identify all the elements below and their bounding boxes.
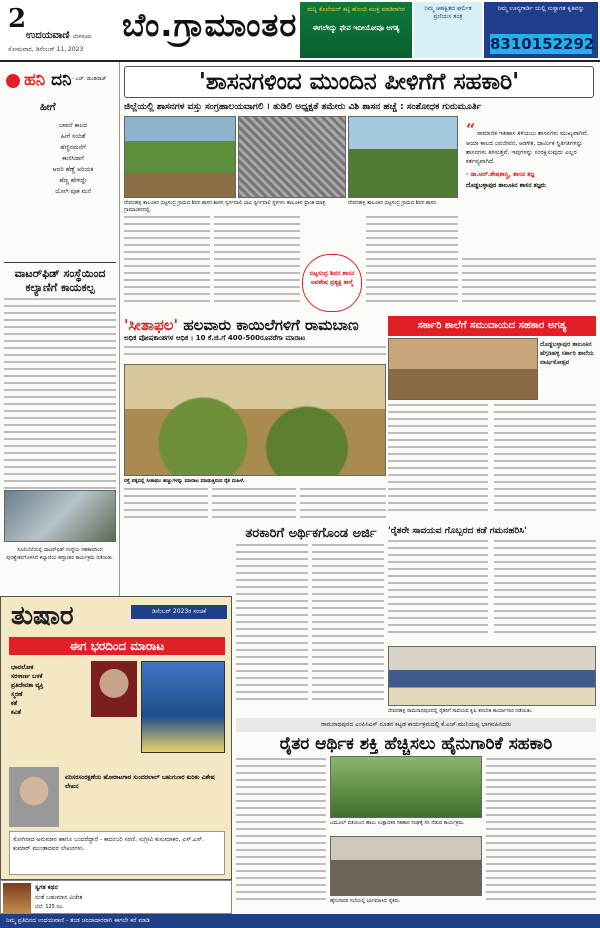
vegetable-headline[interactable]: ತರಕಾರಿಗೆ ಅರ್ಥಿಕಗೊಂಡ ಅರ್ಜಿ [245, 526, 377, 541]
book-ad[interactable] [0, 880, 232, 914]
author-portrait [91, 661, 137, 717]
paper-name: ಉದಯವಾಣಿ ಬೆಂಗಳೂರು [26, 30, 92, 41]
honey-logo-a: ಹನಿ [24, 70, 46, 90]
photo-caption: ದೇವನಹಳ್ಳಿ ತಾಲೂಕಿನ ಬಿಟ್ಟಸಂದ್ರ ಗ್ರಾಮದ ಶಿವನ ಶಾಸನ. [348, 200, 438, 206]
tree-planting-photo [330, 756, 482, 818]
ad-phone-number: 8310152292 [490, 35, 595, 53]
page-number: 2 [8, 4, 27, 34]
school-photo-note: ದೊಡ್ಡಬಳ್ಳಾಪುರ ತಾಲೂಕಿನ ಹೆಗ್ಗಡಿಹಳ್ಳಿ ಸರ್ಕಾರಿ ಶಾಲೆಯ ವಾರ್ಷಿಕೋತ್ಸವ [540, 341, 594, 366]
honey-poem [30, 120, 116, 197]
ad-top-1-line2: ಈಗಲೇದ್ಯು ಫೇವ ಇದೀಯೋವೂ ಅಗತ್ಯ [312, 24, 400, 32]
article-text [486, 758, 596, 912]
bottom-banner: ರಾಮನಾಥಪುರದ ಎಂಪಿಸಿಎಸ್ ನೂತನ ಕಟ್ಟಡ ಕಾರ್ಯಕ್ರಮದಲ್ಲಿ ಕೆ.ಎಚ್.ಮುನಿಯಪ್ಪ ಭಾಗವಹಿಸಿದರು [236, 718, 596, 732]
group-field-photo [124, 116, 236, 198]
poem-line: ಹೀಗೆ ಸಂದಿತೆ [60, 133, 86, 140]
tushara-magazine-ad[interactable] [0, 596, 232, 880]
book-cover [3, 883, 31, 913]
poem-line: ಕಾಣಿಸಿದಾಗೆ [62, 155, 84, 162]
serial-note: ಸೋಗಿನಾದ ಅನುಮಾನ ಹಾಗೂ ಬಂದರೆದ್ದಾರೆ - ಕಾದಂಬರಿ ಸರಣಿ. ಸುಗ್ರೀವಿ ಕುಸುಮಾಕರ, ಎಸ್.ಎಸ್. ಕುಮಾರ್ ಮುಂತಾದವರ ಲೇಖನಗಳು. [9, 831, 225, 875]
kalyani-caption: ಸೂಲಿಬೆಲೆಯಲ್ಲಿ ವಾಟರ್‌ಫಿಡ್ ಸಂಸ್ಥೆಯ ಸಹಕಾರದಿಂದ ಪುನಶ್ಚೇತನಗೊಳಿಸಿದ ಕಲ್ಯಾಣಿಯ ಹಸ್ತಾಂತರ ಕಾರ್ಯಕ್ರಮ ನಡೆಯಿತು. [6, 547, 114, 561]
poem-line: ಯೋಗಿ ಪೂಕ ಮನೆ [55, 188, 91, 195]
pull-quote-box: ಬಿಟ್ಟಸಂದ್ರ ಶಿವನ ಶಾಸನ ಅವಶೇಷ ಪ್ರತ್ಯಕ್ಷ ತಾಳ್ಮೆ [302, 254, 362, 312]
list-item: ಕತೆ [11, 700, 18, 707]
article-text [124, 346, 386, 362]
article-text [214, 216, 300, 312]
article-text [124, 488, 208, 522]
ad-top-1-line1: ಮನ್ನಿ ಕೊಲೆಯರ್ ಕಟ್ಟಿ ಹೊಂದಿ ಮುಕ್ತ ಮಾಡಿರಾಗಿರ [307, 6, 405, 13]
quote-author-title: ದೊಡ್ಡಬಳ್ಳಾಪುರ ತಾಲೂಕಿನ ಶಾಸನ ತಜ್ಞರು [466, 182, 546, 189]
farmers-meeting-photo [330, 836, 482, 896]
article-text [212, 488, 296, 522]
poem-line: ಬಾವನೆ ಕಾಲದ [58, 122, 88, 129]
sitaphal-headline-a: 'ಸೀತಾಫಲ' [124, 316, 179, 334]
feature-note: ಪರಿಸರಸಂರಕ್ಷಣೆಯ ಹೋರಾಟಗಾರ ಸುಂದರಲಾಲ್ ಬಹುಗುಣರ ಕುರಿತು ವಿಶೇಷ ಲೇಖನ [65, 774, 215, 790]
ad-top-2-text: ನಿಮ್ಮ ಆಹಕ್ವಿತದ ಘರ್ಲಿತ ಪ್ರಣಿಯಸ ತಂತ್ರ [424, 5, 472, 20]
article-text [236, 758, 326, 912]
organic-manure-headline[interactable]: 'ರೈತರೇ ಸಾವಯವ ಗೊಬ್ಬರದ ಕಡೆ ಗಮನಹರಿಸಿ' [388, 526, 527, 536]
ad-top-3-text: ನಿಮ್ಮ ಊನ್ಯಗಾರ್ಡಿ ಯಲ್ಲಿ ಸುಸ್ವಾಗತ ಕೃತಿವನ್ನು [497, 5, 585, 12]
quote-text: ಸಾಮಾಜಿಕ ಇತಿಹಾಸ ತಿಳಿಯಲು ಶಾಸನಗಳು ಮುಖ್ಯವಾಗಿವೆ. ಆಯಾ ಕಾಲದ ಜನಜೀವನ, ಆಡಳಿತ, ಧಾರ್ಮಿಕ ಸ್ಥಿತಿಗತಿಗಳನ್ನು ಶಾಸನಗಳು ತಿಳಿಸುತ್ತವೆ. ಇವುಗಳನ್ನು ಸಂರಕ್ಷಿಸುವುದು ಎಲ್ಲರ ಕರ್ತವ್ಯವಾಗಿದೆ. [466, 130, 589, 165]
section-title: ಬೆಂ.ಗ್ರಾಮಾಂತರ [122, 6, 298, 44]
magazine-cover [141, 661, 225, 753]
paper-date: ಸೋಮವಾರ, ಡಿಸೆಂಬರ್ 11, 2023 [8, 46, 84, 53]
school-event-photo [388, 338, 538, 400]
article-text [494, 404, 596, 522]
article-text [312, 544, 384, 714]
photo-caption: ರಸ್ತೆ ಪಕ್ಕದಲ್ಲಿ ಸೀತಾಫಲ ಹಣ್ಣುಗಳನ್ನು ಮಾರಾಟ ಮಾಡುತ್ತಿರುವ ರೈತ ಮಹಿಳೆ. [124, 478, 245, 484]
footer-subscription-ad[interactable]: ನಿಮ್ಮ ಪ್ರತಿದಿನದ ಉದಯವಾಣಿ - ತಂಡ ಚಂದಾದಾರರಾಗಿ ಈಗಲೇ ಕರೆ ಮಾಡಿ [0, 914, 600, 928]
poem-line: ಆದರಿ ಹೆಣ್ಣೆ ಅರಿಯಕ [52, 166, 94, 173]
book-subtitle: ಸಂತೆ ಬಹುಮಾನ ವಿಜೇತ [35, 894, 83, 901]
waterfid-headline: ವಾಟರ್‌ಫಿಡ್ ಸಂಸ್ಥೆಯಿಂದ ಕಲ್ಯಾಣಿಗೆ ಕಾಯಕಲ್ಪ [4, 262, 116, 295]
main-headline[interactable]: 'ಶಾಸನಗಳಿಂದ ಮುಂದಿನ ಪೀಳಿಗೆಗೆ ಸಹಕಾರಿ' [124, 66, 594, 98]
issue-badge: ಡಿಸೆಂಬರ್ 2023ರ ಸಂಚಿಕೆ [131, 605, 227, 619]
list-item: ಸ್ಮರಣೆ [11, 691, 23, 698]
honey-author: - ಎಚ್. ಡುಂಡಿರಾಜ್ [72, 76, 107, 82]
honey-logo-b: ದನಿ [51, 70, 72, 90]
article-text [366, 216, 458, 312]
sitaphal-headline[interactable] [124, 316, 386, 334]
dairy-headline[interactable]: ರೈತರ ಆರ್ಥಿಕ ಶಕ್ತಿ ಹೆಚ್ಚಿಸಲು ಹೈನುಗಾರಿಕೆ ಸಹಕಾರಿ [279, 734, 553, 754]
activist-portrait [9, 767, 59, 827]
honey-dani-logo [6, 70, 116, 92]
kalyani-photo [4, 490, 116, 542]
custard-apple-photo [124, 364, 386, 476]
list-item: ಪ್ರತಿದೇವತಾ ವ್ಯಕ್ತಿ [11, 682, 44, 689]
ad-top-1[interactable] [300, 2, 412, 58]
article-text [388, 404, 488, 522]
quote-mark-icon: “ [466, 120, 476, 139]
article-text [124, 216, 210, 312]
red-dot-icon [6, 74, 20, 88]
farmers-group-photo [388, 646, 596, 706]
photo-caption: ದೇವನಹಳ್ಳಿ ರಾಮನಾಥಪುರದಲ್ಲಿ ರೈತರಿಗೆ ಸಾವಯವ ಕೃಷಿ ತರಬೇತಿ ಕಾರ್ಯಾಗಾರ ನಡೆಯಿತು. [388, 708, 533, 714]
inscription-person-photo [348, 116, 458, 198]
article-text [300, 488, 386, 522]
article-text [236, 544, 308, 714]
quote-author: - ಡಾ.ಆರ್.ಶೇಷಶಾಸ್ತ್ರಿ, ಶಾಸನ ತಜ್ಞ [466, 171, 535, 178]
poem-line: ಹೆಣ್ಣಿನಮನೆಗೆ [60, 144, 86, 151]
article-text [388, 540, 488, 644]
sale-banner: ಈಗ ಭರದಿಂದ ಮಾರಾಟ [9, 637, 225, 655]
photo-caption: ಬಮೂಲ್ ವತಿಯಿಂದ ಹಾಲು ಉತ್ಪಾದಕರ ಸಹಕಾರ ಸಂಘಕ್ಕೆ ಸಸಿ ನೆಡುವ ಕಾರ್ಯಕ್ರಮ. [330, 820, 465, 826]
contents-list [11, 663, 87, 717]
inscription-stone-photo [238, 116, 346, 198]
list-item: ಕವಿತೆ [11, 709, 21, 716]
expert-quote [462, 116, 596, 254]
article-text [494, 540, 596, 644]
masthead [0, 0, 600, 62]
poem-line: ಹೆಣ್ಣ ಹೇಳಿದ್ದೇ [59, 177, 87, 184]
paper-place: ಬೆಂಗಳೂರು [72, 34, 92, 40]
main-subheadline: ಜಿಲ್ಲೆಯಲ್ಲಿ ಶಾಸನಗಳ ವಸ್ತು ಸಂಗ್ರಹಾಲಯವಾಗಲಿ । ತುಡಿಲಿ ಅಧ್ಯಕ್ಷತೆ ತಮೇರು ವಿಶಿ ಶಾಸನ ಹಚ್ಚೆ : ಸಂಶೋಧಕ ಗುರುಮೂರ್ತಿ [124, 102, 482, 112]
ad-top-2[interactable] [414, 2, 482, 58]
article-text [462, 258, 596, 312]
book-title: ಸ್ವಗತ ಕಥನ [35, 884, 58, 891]
photo-caption: ಹೈನುಗಾರರ ಸಭೆಯಲ್ಲಿ ಭಾಗವಹಿಸಿದ ರೈತರು. [330, 898, 401, 904]
book-price: ಬೆಲೆ: 125 ರೂ. [35, 904, 64, 910]
photo-caption: ದೇವನಹಳ್ಳಿ ತಾಲೂಕಿನ ಬಿಟ್ಟಸಂದ್ರ ಗ್ರಾಮದ ಶಿವನ ಶಾಸನ ಶಾಸನ ಸ್ವರ್ಗವಾಲಿ ಭಾವಿ ಸ್ವರ್ಗವಾಲಿ ಸ್ಥಳಗಳು ತಾಲೂಕಿನ ಪ್ರಾಂತ ಮಾತ್ರ ಗ್ರಾಮಾಂತರದಲ್ಲಿ. [124, 200, 326, 213]
sitaphal-headline-b: ಹಲವಾರು ಕಾಯಿಲೆಗಳಿಗೆ ರಾಮಬಾಣ [178, 316, 359, 334]
govt-school-headline[interactable]: ಸರ್ಕಾರಿ ಶಾಲೆಗೆ ಸಮುದಾಯದ ಸಹಕಾರ ಅಗತ್ಯ [388, 316, 596, 336]
tushara-logo: ತುಷಾರ [11, 601, 74, 631]
list-item: ಭಾವಲೋಕ [11, 664, 34, 671]
honey-title: ಹೀಗೆ [40, 102, 56, 113]
ad-top-3[interactable] [484, 2, 598, 58]
list-item: ಸರಳಾರ್ಣ ಬಳಕೆ [11, 673, 43, 680]
sitaphal-subheadline: ಅಧಿಕ ಪೋಷಕಾಂಶಗಳ ಆಧಿಕ । 10 ಕೆ.ಜಿ.ಗೆ 400-500ರೂವರೆಗಾ ಮಾರಾಟ [124, 334, 306, 342]
